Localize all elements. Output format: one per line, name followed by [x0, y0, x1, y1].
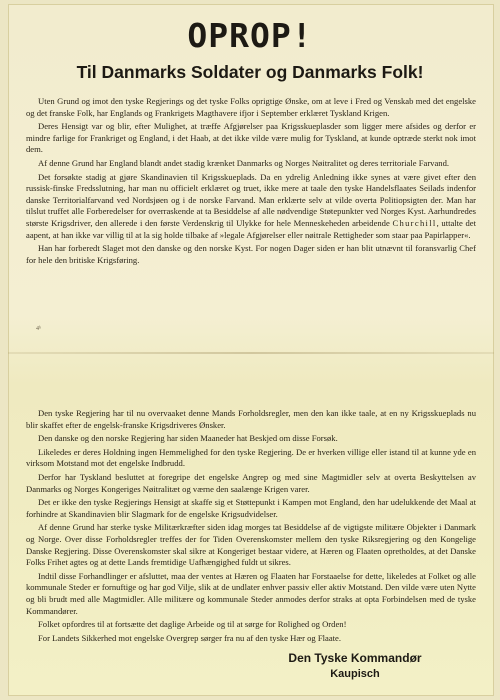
- paragraph: Indtil disse Forhandlinger er afsluttet, maa der ventes at Hæren og Flaaten har Forstaaelse for dette, likeledes at Folket og alle kommunale Steder er fornuftige og har god Vilje, slik at de undlater enhver passiv eller aktiv Motstand. Den vilde være uten Nytte og bli brudt med alle Magtmidler. Alle militære og kommunale Steder anmodes derfor straks at opta Forbindelsen med de tyske Kommandører.: [26, 570, 476, 616]
- paragraph: Det er ikke den tyske Regjerings Hensigt at skaffe sig et Støttepunkt i Kampen mot England, den har udelukkende det Maal at forhindre at Skandinavien blir Slagmark for de engelske Krigsudvidelser.: [26, 497, 476, 519]
- bottom-text-block: [26, 408, 476, 646]
- paragraph: Folket opfordres til at fortsætte det daglige Arbeide og til at sørge for Rolighed og Orden!: [38, 619, 347, 630]
- paragraph: Den tyske Regjering har til nu overvaaket denne Mands Forholdsregler, men den kan ikke taale, at en ny Krigsskueplads nu blir skaffet efter de engelsk-franske Krigsdriveres Ønsker.: [26, 408, 476, 430]
- top-text-block: [26, 96, 476, 268]
- paragraph: For Landets Sikkerhed mot engelske Overgrep sørger fra nu af den tyske Hær og Flaate.: [38, 632, 342, 643]
- poster-title: OPROP!: [187, 16, 313, 55]
- paragraph: Likeledes er deres Holdning ingen Hemmelighed for den tyske Regjering. De er hverken villige eller istand til at kunne yde en virksom Motstand mot det engelske Indbrudd.: [26, 446, 476, 469]
- spaced-name: Churchill: [392, 217, 437, 228]
- paragraph-churchill: Det forsøkte stadig at gjøre Skandinavien til Krigsskueplads. Da en ydrelig Anledning ikke synes at være givet efter den russisk-finske Fredsslutning, har man nu officielt erklæret og truet, ikke mere at taale den tyske Handelsflaates Seilads indenfor danske Territorialfarvand ved Nordsjøen og i de norske Farvand. Man erklærte selv at vilde overta Politiopsigten der. Man har tilslut truffet alle Forberedelser for overraskende at ta Besiddelse af alle nødvendige Støtepunkter ved Norges Kyst. Aarhundredes største Krigsdriver, den allerede i den første Verdenskrig til Ulykke for hele Menneskeheden arbeidende Churchill, uttalte det aapent, at han ikke var villig til at la sig holde tilbake af »legale Afgjørelser eller nøitrale Rettigheder som staar paa Papirlapper«.: [26, 171, 477, 240]
- paragraph: Uten Grund og imot den tyske Regjerings og det tyske Folks oprigtige Ønske, om at leve i Fred og Venskab med det engelske og det franske Folk, har Englands og Frankrigets Magthavere ifjor i September erklæret Tyskland Krigen.: [26, 96, 476, 118]
- paragraph: Af denne Grund har sterke tyske Militærkræfter siden idag morges tat Besiddelse af de vigtigste militære Objekter i Danmark og Norge. Over disse Forholdsregler treffes der for Tiden Overenskomster mellem den tyske Riksregjering og den Kongelige Danske Regjering. Disse Overenskomster skal sikre at Kongeriget bestaar videre, at Hæren og Flaaten opretholdes, at det Danske Folks Frihet agtes og at dette Lands fremtidige Uafhængighed fuldt ut sikres.: [26, 522, 476, 568]
- signature-name: Kaupisch: [330, 668, 380, 680]
- paragraph: Han har forberedt Slaget mot den danske og den norske Kyst. For nogen Dager siden er han blit utnævnt til foransvarlig Chef for hele den britiske Krigsføring.: [26, 243, 476, 265]
- printer-mark: 4ᵇ: [36, 326, 41, 332]
- signature-title: Den Tyske Kommandør: [288, 651, 422, 665]
- paragraph: Af denne Grund har England blandt andet stadig krænket Danmarks og Norges Nøitralitet og deres territoriale Farvand.: [38, 157, 450, 168]
- paragraph: Den danske og den norske Regjering har siden Maaneder hat Beskjed om disse Forsøk.: [38, 433, 338, 444]
- paragraph: Derfor har Tyskland besluttet at foregripe det engelske Angrep og med sine Magtmidler selv at overta Beskyttelsen av Danmarks og Norges Kongeriges Nøitralitæt og værne den saalænge Krigen varer.: [26, 471, 476, 494]
- paper-fold-line: [8, 352, 494, 354]
- poster-subtitle: Til Danmarks Soldater og Danmarks Folk!: [76, 62, 424, 82]
- paragraph: Deres Hensigt var og blir, efter Mulighet, at træffe Afgjørelser paa Krigsskueplasder som ligger mere afsides og derfor er mindre farlige for Frankriget og England, i det Haab, at det ikke vilde være mulig for Tyskland, at kunde optræde sterkt nok imot dem.: [26, 121, 476, 155]
